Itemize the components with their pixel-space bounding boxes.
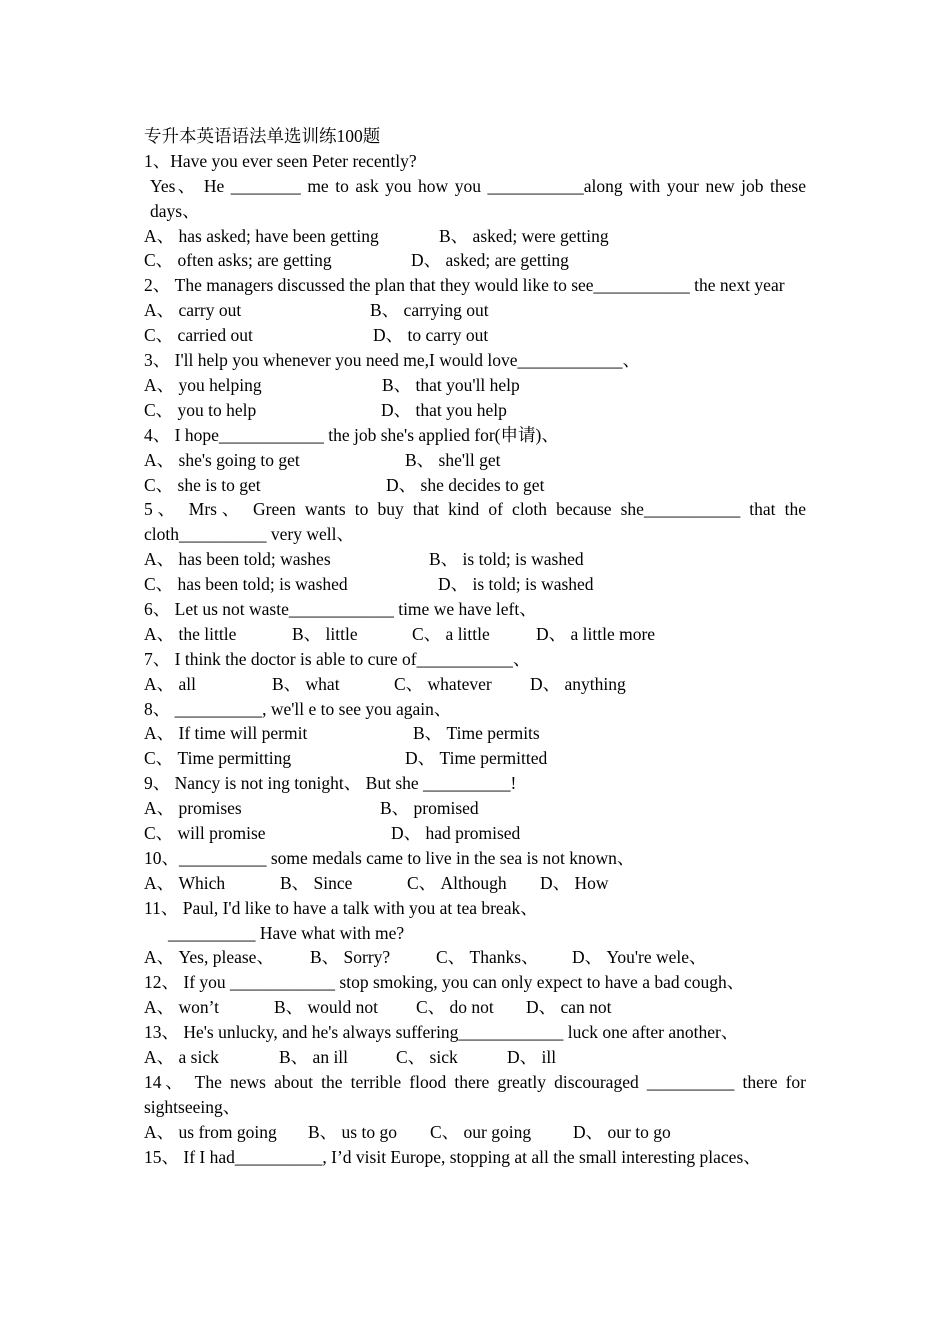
option-c[interactable]: C、 sick <box>396 1047 458 1068</box>
option-b[interactable]: B、 what <box>272 673 340 694</box>
option-b[interactable]: B、 asked; were getting <box>439 225 609 246</box>
question-4-options-ab <box>144 448 806 473</box>
option-a[interactable]: A、 she's going to get <box>144 449 300 470</box>
question-1-stem: 1、Have you ever seen Peter recently? <box>144 150 417 171</box>
question-13-stem: 13、 He's unlucky, and he's always suffering____________ luck one after another、 <box>144 1022 739 1043</box>
question-6-stem: 6、 Let us not waste____________ time we have left、 <box>144 599 537 619</box>
option-d[interactable]: D、 had promised <box>391 823 521 844</box>
option-c[interactable]: C、 will promise <box>144 823 266 844</box>
option-a[interactable]: A、 If time will permit <box>144 723 308 744</box>
option-a[interactable]: A、 has asked; have been getting <box>144 225 379 246</box>
question-3-options-cd <box>144 398 806 423</box>
question-7-stem: 7、 I think the doctor is able to cure of___________、 <box>144 648 531 669</box>
option-c[interactable]: C、 Thanks、 <box>436 947 539 968</box>
question-8-options-ab <box>144 721 806 746</box>
option-d[interactable]: D、 that you help <box>381 399 507 420</box>
option-a[interactable]: A、 Yes, please、 <box>144 947 274 968</box>
option-a[interactable]: A、 the little <box>144 623 237 644</box>
question-4-options-cd <box>144 473 806 498</box>
option-a[interactable]: A、 carry out <box>144 300 242 321</box>
option-c[interactable]: C、 a little <box>412 623 490 644</box>
option-b[interactable]: B、 carrying out <box>370 300 489 321</box>
option-a[interactable]: A、 you helping <box>144 374 262 395</box>
option-d[interactable]: D、 she decides to get <box>386 474 545 495</box>
option-b[interactable]: B、 promised <box>380 798 479 819</box>
question-3-stem: 3、 I'll help you whenever you need me,I would love____________、 <box>144 350 640 371</box>
option-d[interactable]: D、 is told; is washed <box>438 574 594 595</box>
question-5-stem: 5、 Mrs、 Green wants to buy that kind of cloth because she___________ that the cloth__________ very well、 <box>144 499 806 545</box>
option-b[interactable]: B、 little <box>292 623 358 644</box>
question-13-options <box>144 1045 806 1070</box>
option-c[interactable]: C、 she is to get <box>144 474 261 495</box>
option-d[interactable]: D、 anything <box>530 673 626 694</box>
option-d[interactable]: D、 How <box>540 872 609 893</box>
option-b[interactable]: B、 Since <box>280 872 353 893</box>
option-a[interactable]: A、 all <box>144 673 197 694</box>
question-14-options <box>144 1120 806 1145</box>
option-d[interactable]: D、 a little more <box>536 623 656 644</box>
option-b[interactable]: B、 she'll get <box>405 449 501 470</box>
question-10-options <box>144 871 806 896</box>
option-c[interactable]: C、 often asks; are getting <box>144 250 332 271</box>
option-d[interactable]: D、 our to go <box>573 1121 671 1142</box>
option-b[interactable]: B、 us to go <box>308 1121 397 1142</box>
option-c[interactable]: C、 Although <box>407 872 507 893</box>
option-d[interactable]: D、 ill <box>507 1047 557 1068</box>
question-3-options-ab <box>144 373 806 398</box>
question-11-stem-cont: __________ Have what with me? <box>168 922 405 943</box>
question-8-stem: 8、 __________, we'll e to see you again、 <box>144 698 452 719</box>
question-14-stem: 14、 The news about the terrible flood there greatly discouraged __________ there for sightseeing、 <box>144 1071 806 1117</box>
option-a[interactable]: A、 Which <box>144 872 226 893</box>
option-d[interactable]: D、 can not <box>526 997 612 1018</box>
question-11-stem: 11、 Paul, I'd like to have a talk with you at tea break、 <box>144 897 538 918</box>
option-c[interactable]: C、 carried out <box>144 325 253 346</box>
option-a[interactable]: A、 a sick <box>144 1047 219 1068</box>
question-10-stem: 10、__________ some medals came to live in the sea is not known、 <box>144 847 635 868</box>
option-c[interactable]: C、 our going <box>430 1121 532 1142</box>
option-a[interactable]: A、 promises <box>144 798 242 819</box>
question-7-options <box>144 672 806 697</box>
option-b[interactable]: B、 Sorry? <box>310 947 391 968</box>
option-c[interactable]: C、 Time permitting <box>144 748 292 769</box>
option-b[interactable]: B、 that you'll help <box>382 374 520 395</box>
option-a[interactable]: A、 won’t <box>144 997 220 1018</box>
question-2-stem: 2、 The managers discussed the plan that they would like to see___________ the next year <box>144 275 785 296</box>
question-8-options-cd <box>144 746 806 771</box>
option-a[interactable]: A、 has been told; washes <box>144 549 331 570</box>
option-d[interactable]: D、 Time permitted <box>405 748 548 769</box>
document-title: 专升本英语语法单选训练100题 <box>144 126 381 146</box>
question-11-options <box>144 945 806 970</box>
option-b[interactable]: B、 Time permits <box>413 723 540 744</box>
question-1-options-cd <box>144 248 806 273</box>
option-d[interactable]: D、 to carry out <box>373 325 489 346</box>
question-9-options-ab <box>144 796 806 821</box>
question-5-options-ab <box>144 547 806 572</box>
question-2-options-cd <box>144 323 806 348</box>
question-9-stem: 9、 Nancy is not ing tonight、 But she __________! <box>144 773 517 794</box>
question-4-stem: 4、 I hope____________ the job she's applied for(申请)、 <box>144 424 559 445</box>
document-page <box>144 124 806 1170</box>
option-b[interactable]: B、 would not <box>274 997 379 1018</box>
question-15-stem: 15、 If I had__________, I’d visit Europe, stopping at all the small interesting places、 <box>144 1146 761 1167</box>
question-5-options-cd <box>144 572 806 597</box>
option-c[interactable]: C、 whatever <box>394 673 492 694</box>
option-c[interactable]: C、 you to help <box>144 399 257 420</box>
option-d[interactable]: D、 You're wele、 <box>572 947 707 968</box>
question-6-options <box>144 622 806 647</box>
question-9-options-cd <box>144 821 806 846</box>
question-1-options-ab <box>144 224 806 249</box>
question-1-stem-cont: Yes、 He ________ me to ask you how you ___________along with your new job these days、 <box>150 175 806 221</box>
option-d[interactable]: D、 asked; are getting <box>411 250 569 271</box>
option-b[interactable]: B、 is told; is washed <box>429 549 584 570</box>
question-2-options-ab <box>144 298 806 323</box>
question-12-options <box>144 995 806 1020</box>
option-b[interactable]: B、 an ill <box>279 1047 349 1068</box>
option-a[interactable]: A、 us from going <box>144 1121 277 1142</box>
option-c[interactable]: C、 has been told; is washed <box>144 574 348 595</box>
option-c[interactable]: C、 do not <box>416 997 494 1018</box>
question-12-stem: 12、 If you ____________ stop smoking, you can only expect to have a bad cough、 <box>144 972 745 993</box>
